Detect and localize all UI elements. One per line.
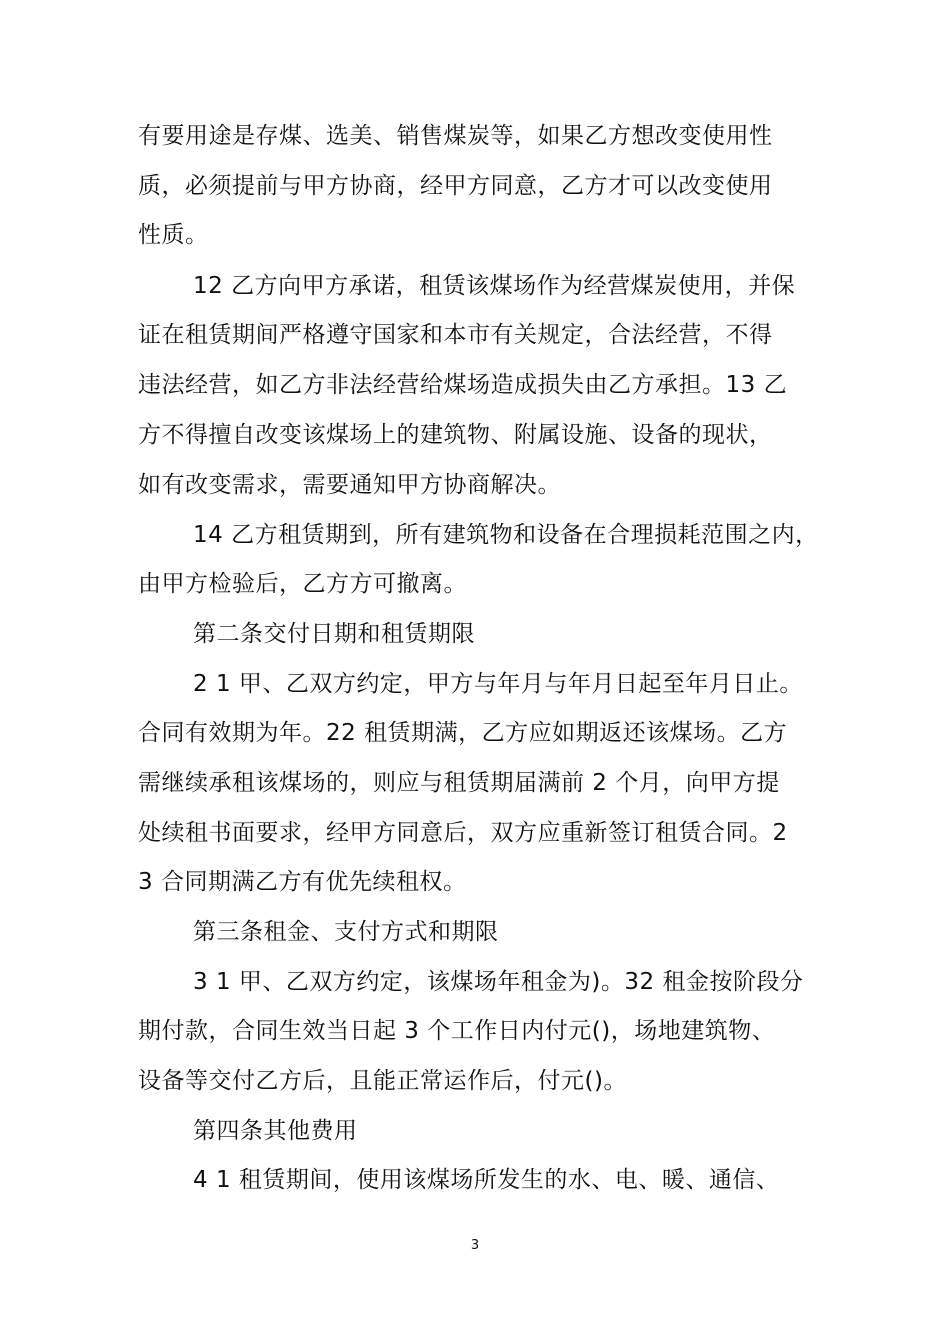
text-line: 3 1 甲、乙双方约定，该煤场年租金为)。32 租金按阶段分 xyxy=(193,969,804,995)
text-line: 12 乙方向甲方承诺，租赁该煤场作为经营煤炭使用，并保 xyxy=(193,273,796,299)
page-number: 3 xyxy=(470,1238,480,1253)
text-line: 期付款，合同生效当日起 3 个工作日内付元()，场地建筑物、 xyxy=(138,1018,776,1044)
section-heading: 第二条交付日期和租赁期限 xyxy=(193,621,475,647)
text-line: 处续租书面要求，经甲方同意后，双方应重新签订租赁合同。2 xyxy=(138,820,788,846)
text-line: 14 乙方租赁期到，所有建筑物和设备在合理损耗范围之内， xyxy=(193,522,819,548)
section-heading: 第三条租金、支付方式和期限 xyxy=(193,919,499,945)
text-line: 性质。 xyxy=(138,222,209,248)
text-line: 如有改变需求，需要通知甲方协商解决。 xyxy=(138,472,561,498)
text-line: 质，必须提前与甲方协商，经甲方同意，乙方才可以改变使用 xyxy=(138,173,773,199)
text-line: 2 1 甲、乙双方约定，甲方与年月与年月日起至年月日止。 xyxy=(193,671,803,697)
text-line: 需继续承租该煤场的，则应与租赁期届满前 2 个月，向甲方提 xyxy=(138,770,780,796)
text-line: 合同有效期为年。22 租赁期满，乙方应如期返还该煤场。乙方 xyxy=(138,720,788,746)
text-line: 4 1 租赁期间，使用该煤场所发生的水、电、暖、通信、 xyxy=(193,1167,780,1193)
text-line: 有要用途是存煤、选美、销售煤炭等，如果乙方想改变使用性 xyxy=(138,123,773,149)
text-line: 设备等交付乙方后，且能正常运作后，付元()。 xyxy=(138,1068,627,1094)
section-heading: 第四条其他费用 xyxy=(193,1118,358,1144)
text-line: 违法经营，如乙方非法经营给煤场造成损失由乙方承担。13 乙 xyxy=(138,372,788,398)
text-line: 方不得擅自改变该煤场上的建筑物、附属设施、设备的现状， xyxy=(138,422,773,448)
text-line: 由甲方检验后，乙方方可撤离。 xyxy=(138,571,467,597)
text-line: 证在租赁期间严格遵守国家和本市有关规定，合法经营，不得 xyxy=(138,322,773,348)
text-line: 3 合同期满乙方有优先续租权。 xyxy=(138,869,467,895)
